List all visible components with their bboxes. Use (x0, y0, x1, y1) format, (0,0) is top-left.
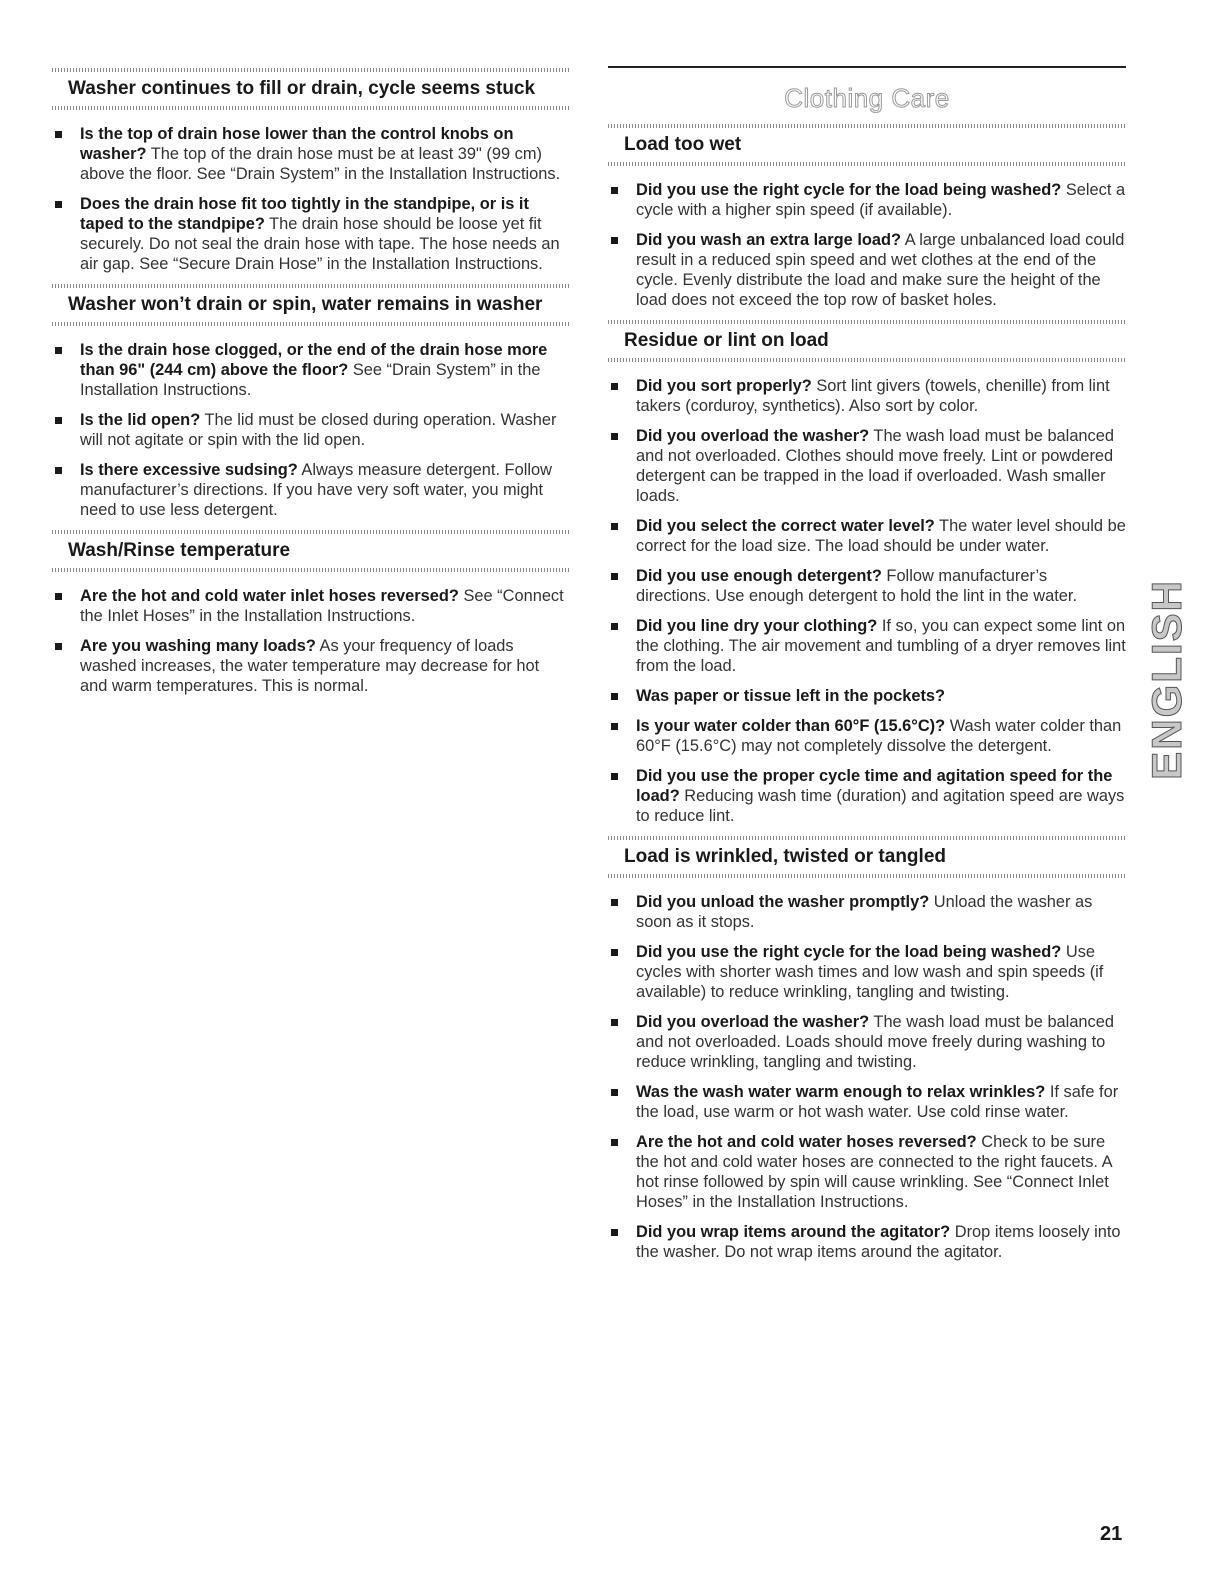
square-bullet-icon (55, 593, 62, 600)
list-item (52, 460, 570, 520)
square-bullet-icon (611, 523, 618, 530)
question-text: Did you select the correct water level? (636, 517, 935, 535)
list-item (608, 766, 1126, 826)
left-sections (52, 68, 570, 696)
section-title: Washer won’t drain or spin, water remains in washer (68, 294, 543, 315)
question-text: Are you washing many loads? (80, 637, 316, 655)
question-text: Did you overload the washer? (636, 427, 870, 445)
right-sections (608, 124, 1126, 1262)
language-tab (1143, 565, 1190, 793)
square-bullet-icon (55, 643, 62, 650)
hatch-rule (608, 874, 1126, 878)
answer-text: Unload the washer as soon as it stops. (636, 893, 1093, 931)
section-title: Residue or lint on load (624, 330, 829, 351)
list-item (608, 516, 1126, 556)
question-text: Did you use the proper cycle time and agitation speed for the load? (636, 767, 1113, 805)
square-bullet-icon (611, 723, 618, 730)
section-header (608, 124, 1126, 166)
troubleshooting-section (608, 320, 1126, 826)
question-text: Is your water colder than 60°F (15.6°C)? (636, 717, 946, 735)
list-item (608, 1222, 1126, 1262)
answer-text: As your frequency of loads washed increases, the water temperature may decrease for hot and warm temperatures. This is normal. (80, 637, 540, 695)
answer-text: The wash load must be balanced and not overloaded. Loads should move freely during washing to reduce wrinkling, tangling and twisting. (636, 1013, 1114, 1071)
hatch-rule (52, 568, 570, 572)
question-text: Did you use the right cycle for the load being washed? (636, 181, 1062, 199)
section-header (52, 530, 570, 572)
page-number: 21 (1100, 1523, 1123, 1545)
section-header (52, 284, 570, 326)
section-header (608, 836, 1126, 878)
list-item (608, 180, 1126, 220)
square-bullet-icon (55, 347, 62, 354)
answer-text: Always measure detergent. Follow manufacturer’s directions. If you have very soft water, you might need to use less detergent. (80, 461, 552, 519)
clothing-care-heading: Clothing Care (784, 83, 950, 113)
answer-text: The wash load must be balanced and not overloaded. Clothes should move freely. Lint or powdered detergent can be trapped in the load if overloaded. Wash smaller loads. (636, 427, 1114, 505)
answer-text: Sort lint givers (towels, chenille) from lint takers (corduroy, synthetics). Also sort by color. (636, 377, 1110, 415)
square-bullet-icon (55, 467, 62, 474)
list-item (608, 716, 1126, 756)
square-bullet-icon (611, 949, 618, 956)
square-bullet-icon (611, 1089, 618, 1096)
troubleshooting-section (52, 284, 570, 520)
question-text: Did you wrap items around the agitator? (636, 1223, 951, 1241)
section-title: Load too wet (624, 134, 742, 155)
square-bullet-icon (611, 623, 618, 630)
list-item (52, 124, 570, 184)
question-text: Was paper or tissue left in the pockets? (636, 687, 946, 705)
square-bullet-icon (611, 573, 618, 580)
question-text: Did you unload the washer promptly? (636, 893, 930, 911)
section-header (52, 68, 570, 110)
list-item (608, 426, 1126, 506)
hatch-rule (52, 322, 570, 326)
square-bullet-icon (611, 1019, 618, 1026)
question-text: Are the hot and cold water hoses reversed? (636, 1133, 977, 1151)
question-list (52, 340, 570, 520)
section-header (608, 320, 1126, 362)
answer-text: Check to be sure the hot and cold water hoses are connected to the right faucets. A hot rinse followed by spin will cause wrinkling. See “Connect Inlet Hoses” in the Installation Instructions. (636, 1133, 1112, 1211)
question-text: Did you sort properly? (636, 377, 812, 395)
square-bullet-icon (611, 237, 618, 244)
answer-text: See “Drain System” in the Installation Instructions. (80, 361, 541, 399)
list-item (608, 892, 1126, 932)
question-text: Did you wash an extra large load? (636, 231, 902, 249)
question-list (52, 124, 570, 274)
question-text: Does the drain hose fit too tightly in the standpipe, or is it taped to the standpipe? (80, 195, 529, 233)
square-bullet-icon (55, 131, 62, 138)
answer-text: If so, you can expect some lint on the clothing. The air movement and tumbling of a dryer removes lint from the load. (636, 617, 1126, 675)
square-bullet-icon (55, 201, 62, 208)
question-text: Is the lid open? (80, 411, 201, 429)
question-text: Did you overload the washer? (636, 1013, 870, 1031)
answer-text: See “Connect the Inlet Hoses” in the Installation Instructions. (80, 587, 564, 625)
list-item (608, 616, 1126, 676)
answer-text: Use cycles with shorter wash times and low wash and spin speeds (if available) to reduce wrinkling, tangling and twisting. (636, 943, 1104, 1001)
square-bullet-icon (55, 417, 62, 424)
question-text: Are the hot and cold water inlet hoses reversed? (80, 587, 459, 605)
troubleshooting-section (608, 836, 1126, 1262)
answer-text: The drain hose should be loose yet fit securely. Do not seal the drain hose with tape. The hose needs an air gap. See “Secure Drain Hose” in the Installation Instructions. (80, 215, 560, 273)
answer-text: The top of the drain hose must be at least 39" (99 cm) above the floor. See “Drain System” in the Installation Instructions. (80, 145, 561, 183)
question-list (608, 892, 1126, 1262)
list-item (608, 1132, 1126, 1212)
answer-text: Wash water colder than 60°F (15.6°C) may not completely dissolve the detergent. (636, 717, 1122, 755)
question-list (608, 180, 1126, 310)
list-item (608, 1082, 1126, 1122)
list-item (52, 194, 570, 274)
list-item (608, 686, 1126, 706)
hatch-rule (52, 106, 570, 110)
list-item (608, 230, 1126, 310)
right-column (608, 60, 1126, 1272)
list-item (608, 376, 1126, 416)
troubleshooting-section (608, 124, 1126, 310)
square-bullet-icon (611, 1139, 618, 1146)
question-text: Did you line dry your clothing? (636, 617, 878, 635)
question-text: Was the wash water warm enough to relax wrinkles? (636, 1083, 1046, 1101)
square-bullet-icon (611, 693, 618, 700)
troubleshooting-section (52, 530, 570, 696)
list-item (608, 566, 1126, 606)
answer-text: Reducing wash time (duration) and agitation speed are ways to reduce lint. (636, 787, 1125, 825)
answer-text: The lid must be closed during operation. Washer will not agitate or spin with the lid open. (80, 411, 557, 449)
question-text: Did you use the right cycle for the load being washed? (636, 943, 1062, 961)
square-bullet-icon (611, 1229, 618, 1236)
top-rule (608, 66, 1126, 68)
list-item (52, 586, 570, 626)
answer-text: Select a cycle with a higher spin speed (if available). (636, 181, 1126, 219)
square-bullet-icon (611, 899, 618, 906)
square-bullet-icon (611, 383, 618, 390)
question-text: Is the top of drain hose lower than the control knobs on washer? (80, 125, 514, 163)
answer-text: A large unbalanced load could result in a reduced spin speed and wet clothes at the end of the cycle. Evenly distribute the load and make sure the height of the load does not exceed the top row of basket holes. (636, 231, 1125, 309)
answer-text: Drop items loosely into the washer. Do not wrap items around the agitator. (636, 1223, 1121, 1261)
left-column (52, 60, 570, 706)
list-item (52, 636, 570, 696)
list-item (52, 410, 570, 450)
question-text: Did you use enough detergent? (636, 567, 882, 585)
answer-text: Follow manufacturer’s directions. Use enough detergent to hold the lint in the water. (636, 567, 1078, 605)
troubleshooting-section (52, 68, 570, 274)
square-bullet-icon (611, 187, 618, 194)
question-text: Is there excessive sudsing? (80, 461, 298, 479)
square-bullet-icon (611, 773, 618, 780)
answer-text: The water level should be correct for the load size. The load should be under water. (636, 517, 1126, 555)
question-list (608, 376, 1126, 826)
section-title: Washer continues to fill or drain, cycle seems stuck (68, 78, 536, 99)
list-item (608, 1012, 1126, 1072)
section-title: Wash/Rinse temperature (68, 540, 291, 561)
hatch-rule (608, 162, 1126, 166)
list-item (608, 942, 1126, 1002)
answer-text: If safe for the load, use warm or hot wash water. Use cold rinse water. (636, 1083, 1119, 1121)
question-text: Is the drain hose clogged, or the end of the drain hose more than 96" (244 cm) above the floor? (80, 341, 548, 379)
hatch-rule (608, 358, 1126, 362)
square-bullet-icon (611, 433, 618, 440)
question-list (52, 586, 570, 696)
list-item (52, 340, 570, 400)
language-tab-label: ENGLISH (1143, 578, 1190, 780)
section-title: Load is wrinkled, twisted or tangled (624, 846, 946, 867)
